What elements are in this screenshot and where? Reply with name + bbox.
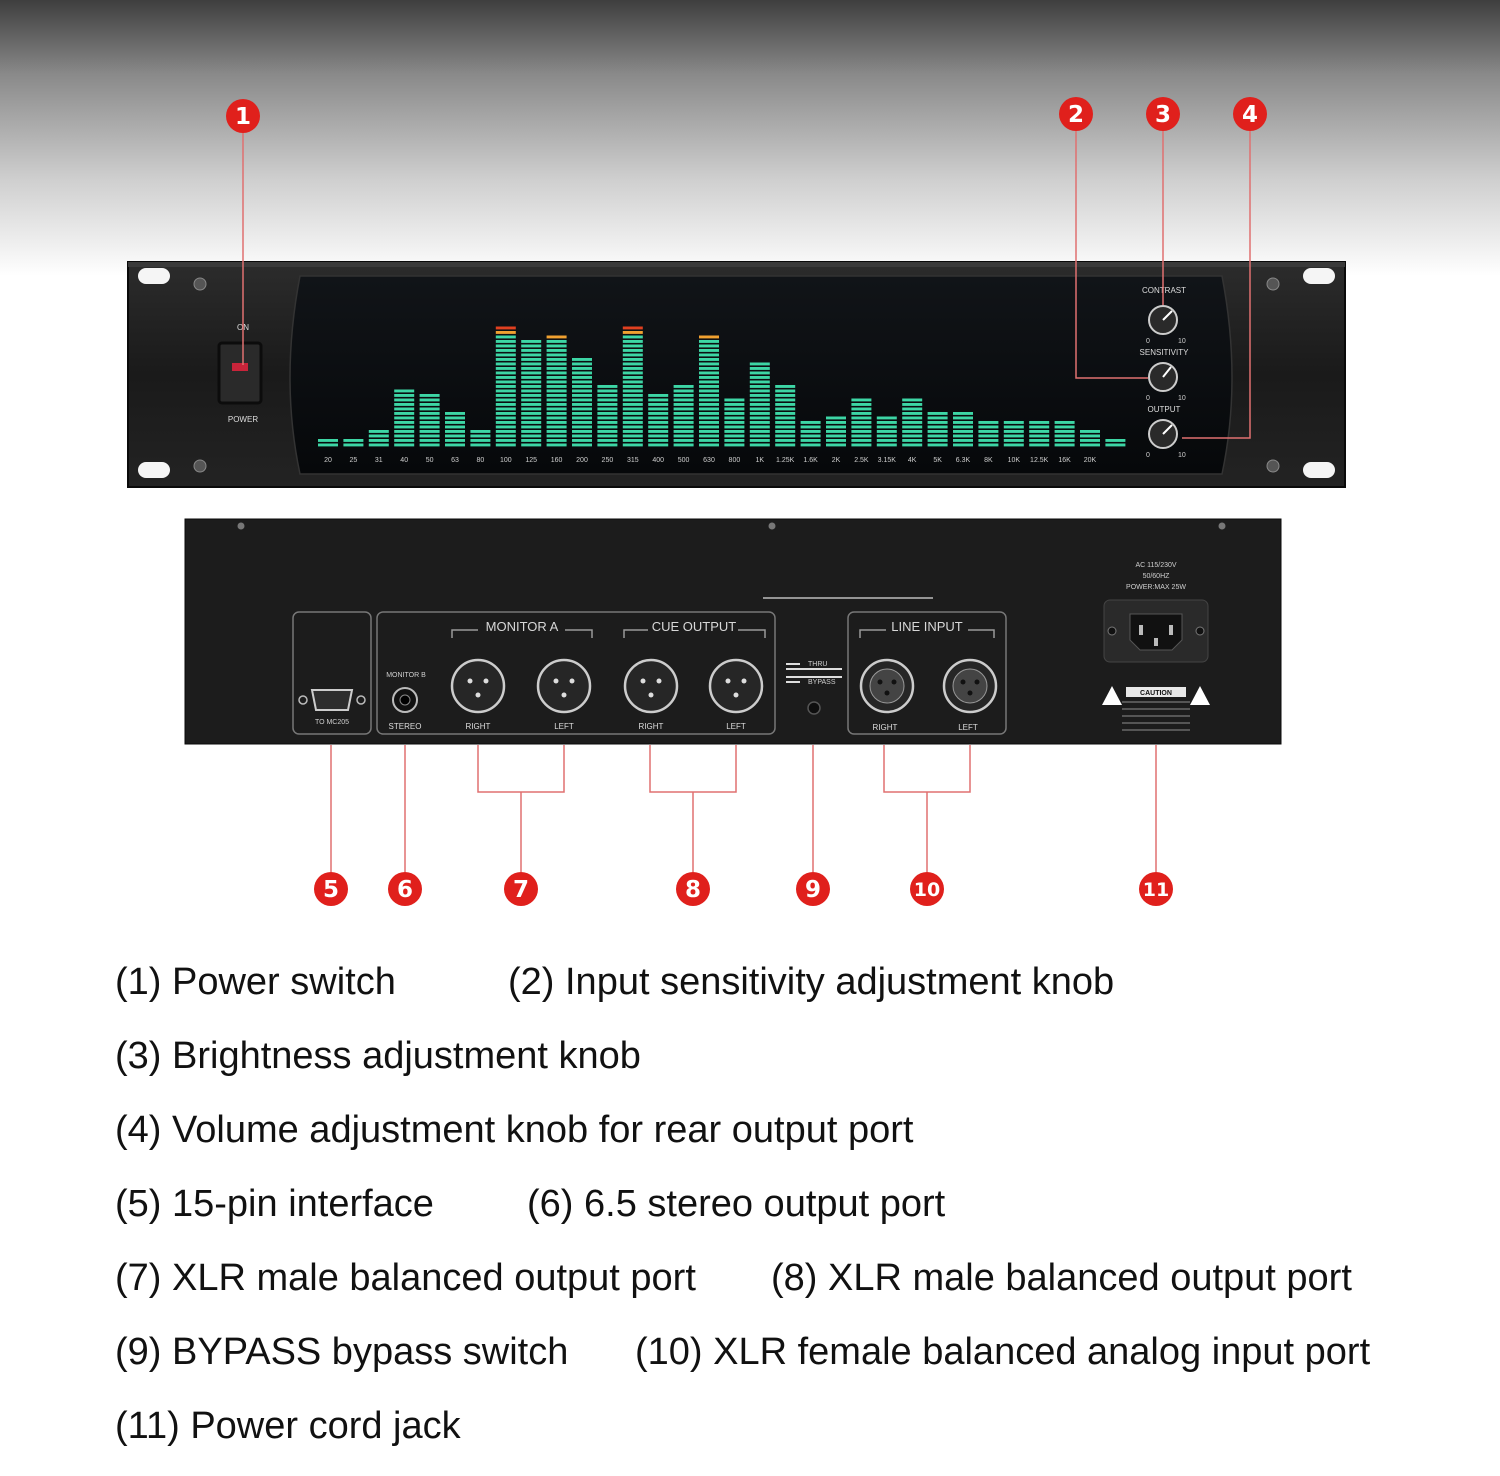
meter-bar <box>724 399 744 447</box>
band-label: 400 <box>652 457 665 464</box>
svg-text:3: 3 <box>1154 102 1172 128</box>
monitor-a-label: MONITOR A <box>485 619 559 634</box>
power-rating-line-1: AC 115/230V <box>1135 562 1177 569</box>
band-label: 25 <box>349 457 358 464</box>
callout-3 <box>1146 97 1180 131</box>
svg-text:LEFT: LEFT <box>554 722 574 731</box>
bypass-switch[interactable] <box>808 702 820 714</box>
svg-text:1: 1 <box>234 104 252 130</box>
stereo-label: STEREO <box>388 722 422 731</box>
legend-item-brightness-knob: (3) Brightness adjustment knob <box>115 1035 641 1077</box>
callout-5 <box>314 872 348 906</box>
svg-text:LEFT: LEFT <box>958 723 978 732</box>
bypass-label: BYPASS <box>808 679 836 686</box>
band-label: 1K <box>755 457 765 464</box>
legend-item-stereo-output: (6) 6.5 stereo output port <box>527 1183 946 1225</box>
band-label: 2.5K <box>854 457 869 464</box>
monitor-b-label: MONITOR B <box>386 672 426 679</box>
svg-text:4: 4 <box>1241 102 1259 128</box>
band-label: 1.6K <box>803 457 818 464</box>
legend-row <box>115 1254 1485 1328</box>
legend-item-xlr-output-7: (7) XLR male balanced output port <box>115 1257 696 1299</box>
band-label: 8K <box>984 457 993 464</box>
band-label: 250 <box>601 457 614 464</box>
callout-9 <box>796 872 830 906</box>
band-label: 63 <box>451 457 459 464</box>
band-label: 5K <box>933 457 942 464</box>
output-knob[interactable] <box>1149 420 1177 448</box>
svg-text:2: 2 <box>1067 102 1085 128</box>
band-label: 800 <box>728 457 741 464</box>
svg-text:0: 0 <box>1146 452 1150 459</box>
output-label: OUTPUT <box>1147 405 1181 414</box>
caution-label: CAUTION <box>1140 690 1172 697</box>
thru-label: THRU <box>808 661 828 668</box>
sensitivity-label: SENSITIVITY <box>1139 348 1189 357</box>
xlr-male-connector[interactable] <box>625 660 677 712</box>
callout-11 <box>1139 872 1173 906</box>
legend-item-15-pin-interface: (5) 15-pin interface <box>115 1183 434 1225</box>
band-label: 50 <box>425 457 434 464</box>
svg-text:8: 8 <box>684 877 702 903</box>
xlr-female-connector[interactable] <box>944 660 996 712</box>
band-label: 2K <box>831 457 841 464</box>
leader-lines <box>243 131 1250 872</box>
legend-item-bypass-switch: (9) BYPASS bypass switch <box>115 1331 569 1373</box>
meter-bar <box>851 399 871 447</box>
svg-text:7: 7 <box>512 877 530 903</box>
xlr-male-connector[interactable] <box>710 660 762 712</box>
svg-text:10: 10 <box>1178 338 1186 345</box>
band-label: 3.15K <box>877 457 896 464</box>
legend <box>115 958 1485 1476</box>
iec-power-inlet[interactable] <box>1104 600 1208 662</box>
legend-row <box>115 1180 1485 1254</box>
svg-text:RIGHT: RIGHT <box>465 722 491 731</box>
band-label: 125 <box>525 457 538 464</box>
svg-text:10: 10 <box>1178 395 1186 402</box>
band-label: 160 <box>550 457 563 464</box>
contrast-knob[interactable] <box>1149 306 1177 334</box>
band-label: 500 <box>677 457 690 464</box>
legend-item-power-cord-jack: (11) Power cord jack <box>115 1405 461 1447</box>
band-label: 200 <box>576 457 588 464</box>
legend-item-input-sensitivity-knob: (2) Input sensitivity adjustment knob <box>508 961 1115 1003</box>
svg-text:0: 0 <box>1146 338 1150 345</box>
callout-8 <box>676 872 710 906</box>
band-label: 20K <box>1083 457 1097 464</box>
meter-bar <box>902 399 922 447</box>
callout-7 <box>504 872 538 906</box>
panel-screw <box>194 460 206 472</box>
legend-row <box>115 1032 1485 1106</box>
xlr-female-connector[interactable] <box>861 660 913 712</box>
legend-item-xlr-output-8: (8) XLR male balanced output port <box>771 1257 1352 1299</box>
xlr-male-connector[interactable] <box>538 660 590 712</box>
svg-text:5: 5 <box>322 877 340 903</box>
line-input-label: LINE INPUT <box>891 619 963 634</box>
band-label: 12.5K <box>1030 457 1049 464</box>
svg-text:10: 10 <box>913 879 941 901</box>
xlr-male-connector[interactable] <box>452 660 504 712</box>
cue-output-label: CUE OUTPUT <box>651 619 737 634</box>
rack-ear-slot <box>1303 462 1335 478</box>
callout-6 <box>388 872 422 906</box>
power-switch[interactable] <box>219 343 261 403</box>
svg-text:11: 11 <box>1142 879 1170 901</box>
legend-row <box>115 1402 1485 1476</box>
svg-text:0: 0 <box>1146 395 1150 402</box>
svg-text:9: 9 <box>804 877 822 903</box>
panel-screw <box>194 278 206 290</box>
power-rating-line-2: 50/60HZ <box>1142 573 1170 580</box>
legend-item-volume-knob: (4) Volume adjustment knob for rear output port <box>115 1109 914 1151</box>
rack-ear-slot <box>138 462 170 478</box>
svg-text:6: 6 <box>396 877 414 903</box>
svg-text:RIGHT: RIGHT <box>872 723 898 732</box>
on-label: ON <box>237 323 249 332</box>
svg-text:RIGHT: RIGHT <box>638 722 664 731</box>
band-label: 6.3K <box>955 457 971 464</box>
callout-1 <box>226 99 260 133</box>
band-label: 100 <box>499 457 512 464</box>
to-mc205-label: TO MC205 <box>314 719 350 726</box>
panel-screw <box>1267 278 1279 290</box>
svg-text:10: 10 <box>1178 452 1186 459</box>
legend-item-xlr-input: (10) XLR female balanced analog input port <box>635 1331 1371 1373</box>
power-switch-indicator <box>232 363 248 371</box>
band-label: 630 <box>703 457 715 464</box>
legend-row <box>115 1106 1485 1180</box>
sensitivity-knob[interactable] <box>1149 363 1177 391</box>
callout-2 <box>1059 97 1093 131</box>
rack-ear-slot <box>1303 268 1335 284</box>
legend-row <box>115 1328 1485 1402</box>
band-label: 1.25K <box>776 457 795 464</box>
callout-4 <box>1233 97 1267 131</box>
legend-item-power-switch: (1) Power switch <box>115 961 396 1003</box>
contrast-label: CONTRAST <box>1142 286 1186 295</box>
band-label: 31 <box>374 457 383 464</box>
power-label: POWER <box>227 415 259 424</box>
band-label: 20 <box>324 457 332 464</box>
band-label: 315 <box>626 457 639 464</box>
band-label: 16K <box>1058 457 1071 464</box>
panel-screw <box>1267 460 1279 472</box>
band-label: 80 <box>476 457 485 464</box>
rack-ear-slot <box>138 268 170 284</box>
band-label: 40 <box>400 457 409 464</box>
band-label: 10K <box>1007 457 1021 464</box>
band-label: 4K <box>907 457 917 464</box>
legend-row <box>115 958 1485 1032</box>
svg-text:LEFT: LEFT <box>726 722 746 731</box>
stereo-jack[interactable] <box>393 688 417 712</box>
power-rating-line-3: POWER:MAX 25W <box>1126 584 1186 591</box>
callout-10 <box>910 872 944 906</box>
rear-panel <box>185 519 1281 744</box>
